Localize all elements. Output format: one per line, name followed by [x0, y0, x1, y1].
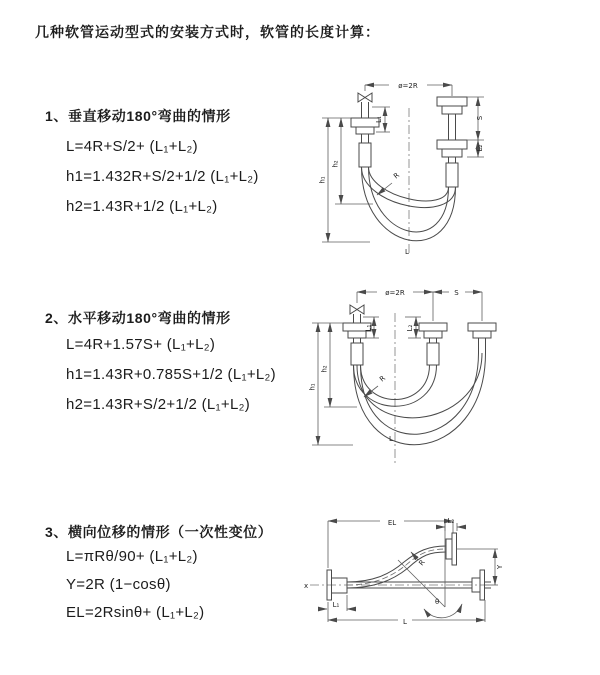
section-3-heading: 3、横向位移的情形（一次性变位） — [45, 524, 273, 540]
l-label: L — [403, 618, 407, 626]
l-label: L — [405, 248, 409, 256]
dimension-h1 — [309, 323, 354, 445]
valve-icon — [350, 305, 364, 314]
h1-label: h₁ — [318, 176, 327, 184]
formula-line: L=4R+1.57S+ (L₁+L₂) — [66, 336, 216, 353]
dimension-l2 — [467, 140, 484, 157]
dimension-span — [357, 289, 482, 321]
theta-label: θ — [435, 598, 440, 606]
el-label: EL — [387, 519, 397, 527]
y-label: Y — [496, 564, 504, 570]
diagram-lateral-displacement — [300, 508, 515, 648]
valve-icon — [358, 93, 372, 102]
formula-line: L=4R+S/2+ (L₁+L₂) — [66, 138, 198, 155]
diagram-vertical-bend — [315, 72, 590, 262]
section-1-heading: 1、垂直移动180°弯曲的情形 — [45, 108, 231, 124]
l1-label: L₁ — [375, 116, 383, 123]
h1-label: h₁ — [308, 383, 317, 391]
formula-line: h2=1.43R+1/2 (L₁+L₂) — [66, 198, 218, 215]
hose-arcs — [354, 353, 486, 445]
braided-hose-section — [359, 143, 371, 167]
formula-line: h1=1.432R+S/2+1/2 (L₁+L₂) — [66, 168, 259, 185]
page-title: 几种软管运动型式的安装方式时，软管的长度计算： — [35, 24, 380, 40]
braided-hose-section — [351, 343, 363, 365]
l1-label: L₁ — [364, 324, 373, 332]
formula-line: h2=1.43R+S/2+1/2 (L₁+L₂) — [66, 396, 251, 413]
center-flange — [419, 323, 447, 365]
dimension-l — [328, 600, 485, 626]
l2-label: L₂ — [476, 144, 484, 152]
dimension-l1 — [372, 107, 390, 132]
l2-label: L₂ — [447, 517, 455, 525]
l2-label: L₂ — [406, 324, 414, 332]
h2-label: h₂ — [320, 365, 329, 373]
braided-hose-section — [427, 343, 439, 365]
left-pipe-flange — [351, 102, 379, 167]
r-label: R — [417, 558, 427, 568]
dimension-l1 — [363, 317, 379, 338]
dimension-l1 — [318, 595, 356, 611]
r-label: R — [378, 374, 388, 384]
s-label: S — [476, 115, 484, 121]
formula-line: L=πRθ/90+ (L₁+L₂) — [66, 548, 198, 565]
dimension-el — [328, 519, 453, 568]
l1-label: L₁ — [332, 601, 340, 609]
diagram-horizontal-bend — [305, 283, 600, 473]
braided-hose-section — [446, 163, 458, 187]
centerline-mark: x — [304, 582, 309, 590]
r-label: R — [392, 171, 402, 181]
formula-line: h1=1.43R+0.785S+1/2 (L₁+L₂) — [66, 366, 276, 383]
upper-flange — [446, 533, 457, 565]
span-label: ø=2R — [398, 82, 418, 90]
radius-callout — [411, 552, 427, 567]
hose-arcs — [362, 167, 456, 241]
formula-line: Y=2R (1−cosθ) — [66, 576, 171, 593]
dimension-s — [467, 97, 484, 140]
right-flange — [468, 323, 496, 353]
h2-label: h₂ — [331, 160, 340, 168]
s-label: S — [454, 289, 459, 297]
section-2-heading: 2、水平移动180°弯曲的情形 — [45, 310, 231, 326]
l-label: L — [389, 435, 393, 443]
span-label: ø=2R — [385, 289, 405, 297]
dimension-h2 — [332, 118, 374, 204]
right-pipe-flanges — [437, 97, 467, 187]
dimension-l2 — [438, 517, 464, 531]
formula-line: EL=2Rsinθ+ (L₁+L₂) — [66, 604, 205, 621]
dimension-span — [365, 82, 452, 96]
